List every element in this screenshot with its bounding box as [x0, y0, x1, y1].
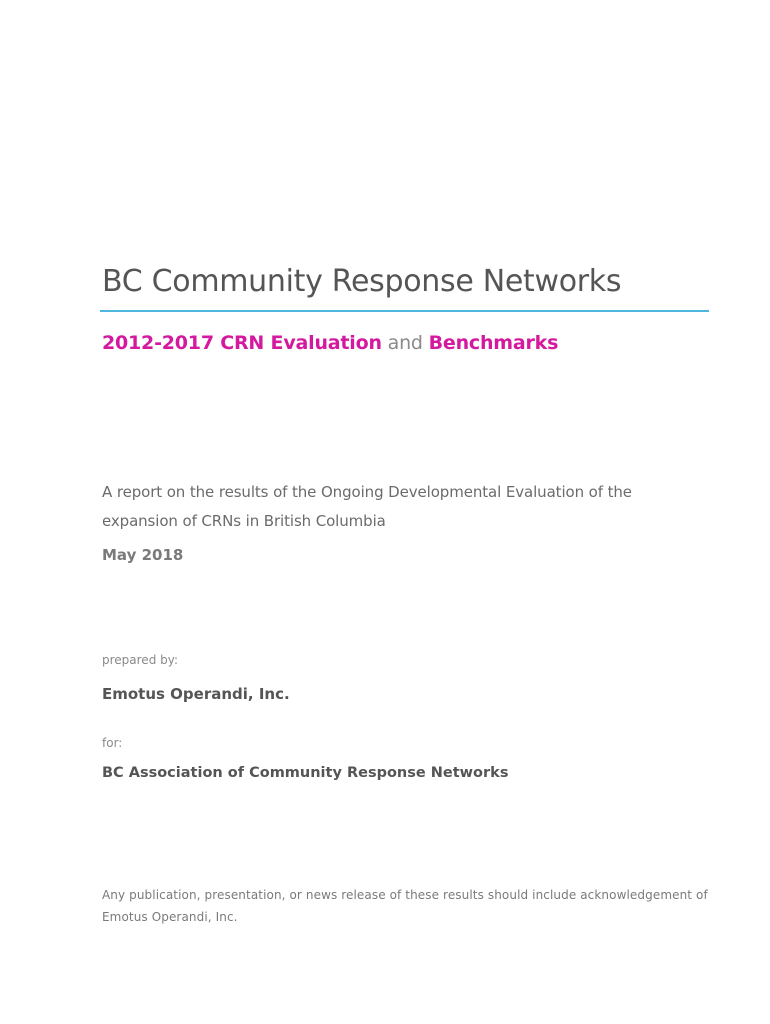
- title-divider: [100, 310, 709, 312]
- document-title: BC Community Response Networks: [102, 264, 622, 299]
- report-date: May 2018: [102, 546, 184, 564]
- for-label: for:: [102, 736, 123, 750]
- document-subtitle: [102, 332, 558, 354]
- client-organization: BC Association of Community Response Networks: [102, 765, 509, 781]
- prepared-by-label: prepared by:: [102, 653, 179, 667]
- acknowledgement-notice: Any publication, presentation, or news release of these results should include acknowledgement of Emotus Operandi, Inc.: [102, 888, 708, 924]
- subtitle-connector: and: [381, 332, 429, 354]
- report-description: A report on the results of the Ongoing Developmental Evaluation of the expansion of CRNs in British Columbia: [102, 483, 632, 530]
- subtitle-benchmarks: Benchmarks: [428, 332, 559, 354]
- subtitle-evaluation: 2012-2017 CRN Evaluation: [102, 332, 382, 354]
- prepared-by-organization: Emotus Operandi, Inc.: [102, 685, 290, 703]
